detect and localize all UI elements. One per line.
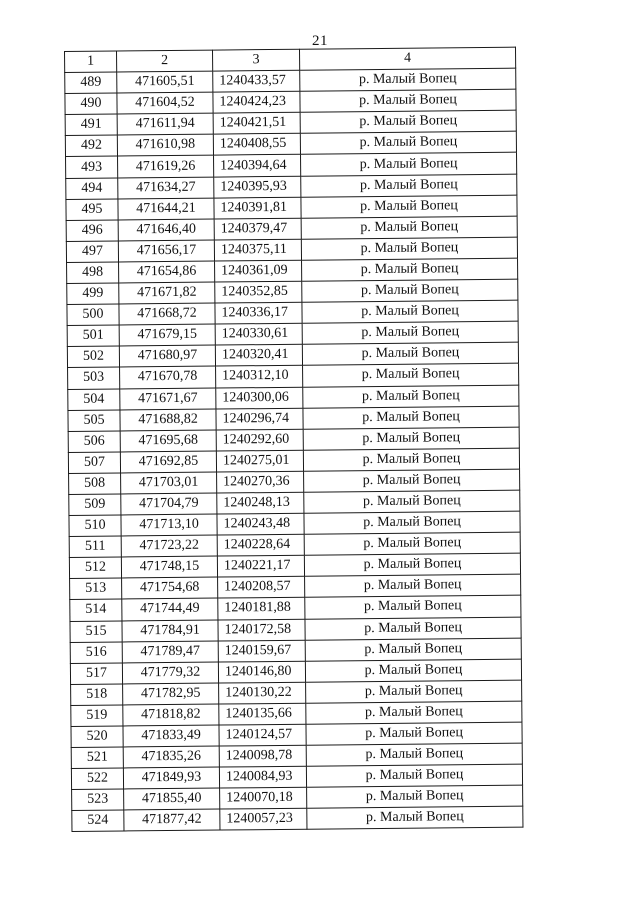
description-cell: р. Малый Вопец [303, 406, 519, 429]
description-cell: р. Малый Вопец [301, 174, 517, 197]
x-coordinate-cell: 471634,27 [118, 177, 214, 199]
description-cell: р. Малый Вопец [301, 195, 517, 218]
description-cell: р. Малый Вопец [300, 68, 516, 91]
x-coordinate-cell: 471723,22 [121, 535, 217, 557]
point-number-cell: 520 [71, 726, 123, 748]
x-coordinate-cell: 471748,15 [121, 556, 217, 578]
y-coordinate-cell: 1240098,78 [219, 745, 306, 767]
point-number-cell: 501 [67, 325, 119, 347]
point-number-cell: 496 [66, 220, 118, 242]
description-cell: р. Малый Вопец [306, 701, 522, 724]
y-coordinate-cell: 1240248,13 [217, 492, 304, 514]
y-coordinate-cell: 1240057,23 [220, 809, 307, 831]
description-cell: р. Малый Вопец [303, 385, 519, 408]
point-number-cell: 506 [68, 431, 120, 453]
x-coordinate-cell: 471692,85 [120, 451, 216, 473]
y-coordinate-cell: 1240352,85 [215, 281, 302, 303]
x-coordinate-cell: 471744,49 [122, 598, 218, 620]
x-coordinate-cell: 471679,15 [119, 324, 215, 346]
description-cell: р. Малый Вопец [303, 427, 519, 450]
x-coordinate-cell: 471654,86 [119, 261, 215, 283]
y-coordinate-cell: 1240391,81 [214, 197, 301, 219]
description-cell: р. Малый Вопец [302, 342, 518, 365]
point-number-cell: 509 [69, 494, 121, 516]
description-cell: р. Малый Вопец [302, 279, 518, 302]
x-coordinate-cell: 471835,26 [123, 746, 219, 768]
y-coordinate-cell: 1240228,64 [217, 534, 304, 556]
y-coordinate-cell: 1240275,01 [216, 450, 303, 472]
x-coordinate-cell: 471833,49 [123, 725, 219, 747]
description-cell: р. Малый Вопец [305, 617, 521, 640]
description-cell: р. Малый Вопец [307, 807, 523, 830]
page-number: 21 [312, 33, 328, 49]
x-coordinate-cell: 471671,82 [119, 282, 215, 304]
y-coordinate-cell: 1240146,80 [218, 661, 305, 683]
point-number-cell: 508 [69, 473, 121, 495]
description-cell: р. Малый Вопец [305, 596, 521, 619]
y-coordinate-cell: 1240181,88 [218, 598, 305, 620]
x-coordinate-cell: 471619,26 [118, 156, 214, 178]
y-coordinate-cell: 1240292,60 [216, 429, 303, 451]
point-number-cell: 490 [65, 93, 117, 115]
x-coordinate-cell: 471713,10 [121, 514, 217, 536]
point-number-cell: 511 [69, 536, 121, 558]
y-coordinate-cell: 1240394,64 [214, 155, 301, 177]
description-cell: р. Малый Вопец [305, 574, 521, 597]
point-number-cell: 518 [71, 684, 123, 706]
description-cell: р. Малый Вопец [300, 110, 516, 133]
point-number-cell: 512 [69, 557, 121, 579]
coordinates-table [64, 47, 523, 833]
x-coordinate-cell: 471646,40 [118, 219, 214, 241]
y-coordinate-cell: 1240408,55 [213, 134, 300, 156]
x-coordinate-cell: 471656,17 [118, 240, 214, 262]
y-coordinate-cell: 1240084,93 [219, 766, 306, 788]
point-number-cell: 523 [72, 789, 124, 811]
y-coordinate-cell: 1240243,48 [217, 513, 304, 535]
point-number-cell: 502 [67, 346, 119, 368]
point-number-cell: 505 [68, 410, 120, 432]
description-cell: р. Малый Вопец [304, 532, 520, 555]
x-coordinate-cell: 471849,93 [123, 767, 219, 789]
y-coordinate-cell: 1240130,22 [219, 682, 306, 704]
point-number-cell: 497 [66, 241, 118, 263]
x-coordinate-cell: 471611,94 [117, 113, 213, 135]
description-cell: р. Малый Вопец [302, 258, 518, 281]
coordinates-table-sheet [64, 47, 523, 833]
x-coordinate-cell: 471604,52 [117, 92, 213, 114]
point-number-cell: 524 [72, 810, 124, 832]
x-coordinate-cell: 471754,68 [122, 577, 218, 599]
point-number-cell: 513 [70, 578, 122, 600]
y-coordinate-cell: 1240135,66 [219, 703, 306, 725]
point-number-cell: 491 [65, 114, 117, 136]
description-cell: р. Малый Вопец [306, 743, 522, 766]
column-header-x: 2 [117, 50, 213, 72]
y-coordinate-cell: 1240424,23 [213, 91, 300, 113]
description-cell: р. Малый Вопец [300, 89, 516, 112]
point-number-cell: 507 [68, 452, 120, 474]
point-number-cell: 494 [66, 178, 118, 200]
description-cell: р. Малый Вопец [305, 659, 521, 682]
point-number-cell: 500 [67, 304, 119, 326]
x-coordinate-cell: 471605,51 [117, 71, 213, 93]
y-coordinate-cell: 1240320,41 [215, 345, 302, 367]
x-coordinate-cell: 471784,91 [122, 620, 218, 642]
point-number-cell: 519 [71, 705, 123, 727]
point-number-cell: 521 [71, 747, 123, 769]
point-number-cell: 516 [70, 642, 122, 664]
point-number-cell: 510 [69, 515, 121, 537]
table-body [65, 68, 523, 832]
y-coordinate-cell: 1240172,58 [218, 619, 305, 641]
y-coordinate-cell: 1240421,51 [213, 113, 300, 135]
y-coordinate-cell: 1240270,36 [217, 471, 304, 493]
x-coordinate-cell: 471610,98 [117, 134, 213, 156]
y-coordinate-cell: 1240159,67 [218, 640, 305, 662]
point-number-cell: 515 [70, 621, 122, 643]
y-coordinate-cell: 1240296,74 [216, 408, 303, 430]
description-cell: р. Малый Вопец [304, 511, 520, 534]
x-coordinate-cell: 471818,82 [123, 704, 219, 726]
x-coordinate-cell: 471779,32 [122, 662, 218, 684]
x-coordinate-cell: 471695,68 [120, 430, 216, 452]
x-coordinate-cell: 471704,79 [121, 493, 217, 515]
description-cell: р. Малый Вопец [304, 490, 520, 513]
description-cell: р. Малый Вопец [303, 448, 519, 471]
description-cell: р. Малый Вопец [301, 237, 517, 260]
description-cell: р. Малый Вопец [304, 553, 520, 576]
x-coordinate-cell: 471668,72 [119, 303, 215, 325]
x-coordinate-cell: 471671,67 [120, 388, 216, 410]
y-coordinate-cell: 1240124,57 [219, 724, 306, 746]
x-coordinate-cell: 471877,42 [124, 809, 220, 831]
point-number-cell: 517 [70, 663, 122, 685]
y-coordinate-cell: 1240375,11 [214, 239, 301, 261]
point-number-cell: 498 [67, 262, 119, 284]
x-coordinate-cell: 471670,78 [120, 366, 216, 388]
point-number-cell: 492 [65, 135, 117, 157]
x-coordinate-cell: 471782,95 [123, 683, 219, 705]
y-coordinate-cell: 1240300,06 [216, 387, 303, 409]
point-number-cell: 499 [67, 283, 119, 305]
point-number-cell: 495 [66, 199, 118, 221]
point-number-cell: 514 [70, 599, 122, 621]
column-header-description: 4 [299, 47, 515, 70]
column-header-y: 3 [212, 49, 299, 71]
y-coordinate-cell: 1240379,47 [214, 218, 301, 240]
description-cell: р. Малый Вопец [306, 722, 522, 745]
description-cell: р. Малый Вопец [301, 216, 517, 239]
x-coordinate-cell: 471703,01 [121, 472, 217, 494]
x-coordinate-cell: 471789,47 [122, 641, 218, 663]
y-coordinate-cell: 1240208,57 [218, 577, 305, 599]
description-cell: р. Малый Вопец [301, 153, 517, 176]
y-coordinate-cell: 1240070,18 [220, 787, 307, 809]
y-coordinate-cell: 1240433,57 [213, 70, 300, 92]
table-row [72, 807, 523, 832]
point-number-cell: 522 [71, 768, 123, 790]
point-number-cell: 503 [68, 367, 120, 389]
point-number-cell: 493 [66, 156, 118, 178]
description-cell: р. Малый Вопец [302, 300, 518, 323]
description-cell: р. Малый Вопец [305, 638, 521, 661]
x-coordinate-cell: 471680,97 [119, 345, 215, 367]
y-coordinate-cell: 1240221,17 [217, 555, 304, 577]
x-coordinate-cell: 471688,82 [120, 409, 216, 431]
description-cell: р. Малый Вопец [304, 469, 520, 492]
x-coordinate-cell: 471855,40 [124, 788, 220, 810]
point-number-cell: 489 [65, 72, 117, 94]
x-coordinate-cell: 471644,21 [118, 198, 214, 220]
description-cell: р. Малый Вопец [306, 764, 522, 787]
y-coordinate-cell: 1240336,17 [215, 302, 302, 324]
y-coordinate-cell: 1240330,61 [215, 323, 302, 345]
y-coordinate-cell: 1240361,09 [215, 260, 302, 282]
y-coordinate-cell: 1240395,93 [214, 176, 301, 198]
y-coordinate-cell: 1240312,10 [216, 366, 303, 388]
point-number-cell: 504 [68, 388, 120, 410]
description-cell: р. Малый Вопец [306, 680, 522, 703]
description-cell: р. Малый Вопец [307, 785, 523, 808]
description-cell: р. Малый Вопец [303, 364, 519, 387]
column-header-point-number: 1 [65, 51, 117, 73]
description-cell: р. Малый Вопец [302, 321, 518, 344]
description-cell: р. Малый Вопец [300, 132, 516, 155]
